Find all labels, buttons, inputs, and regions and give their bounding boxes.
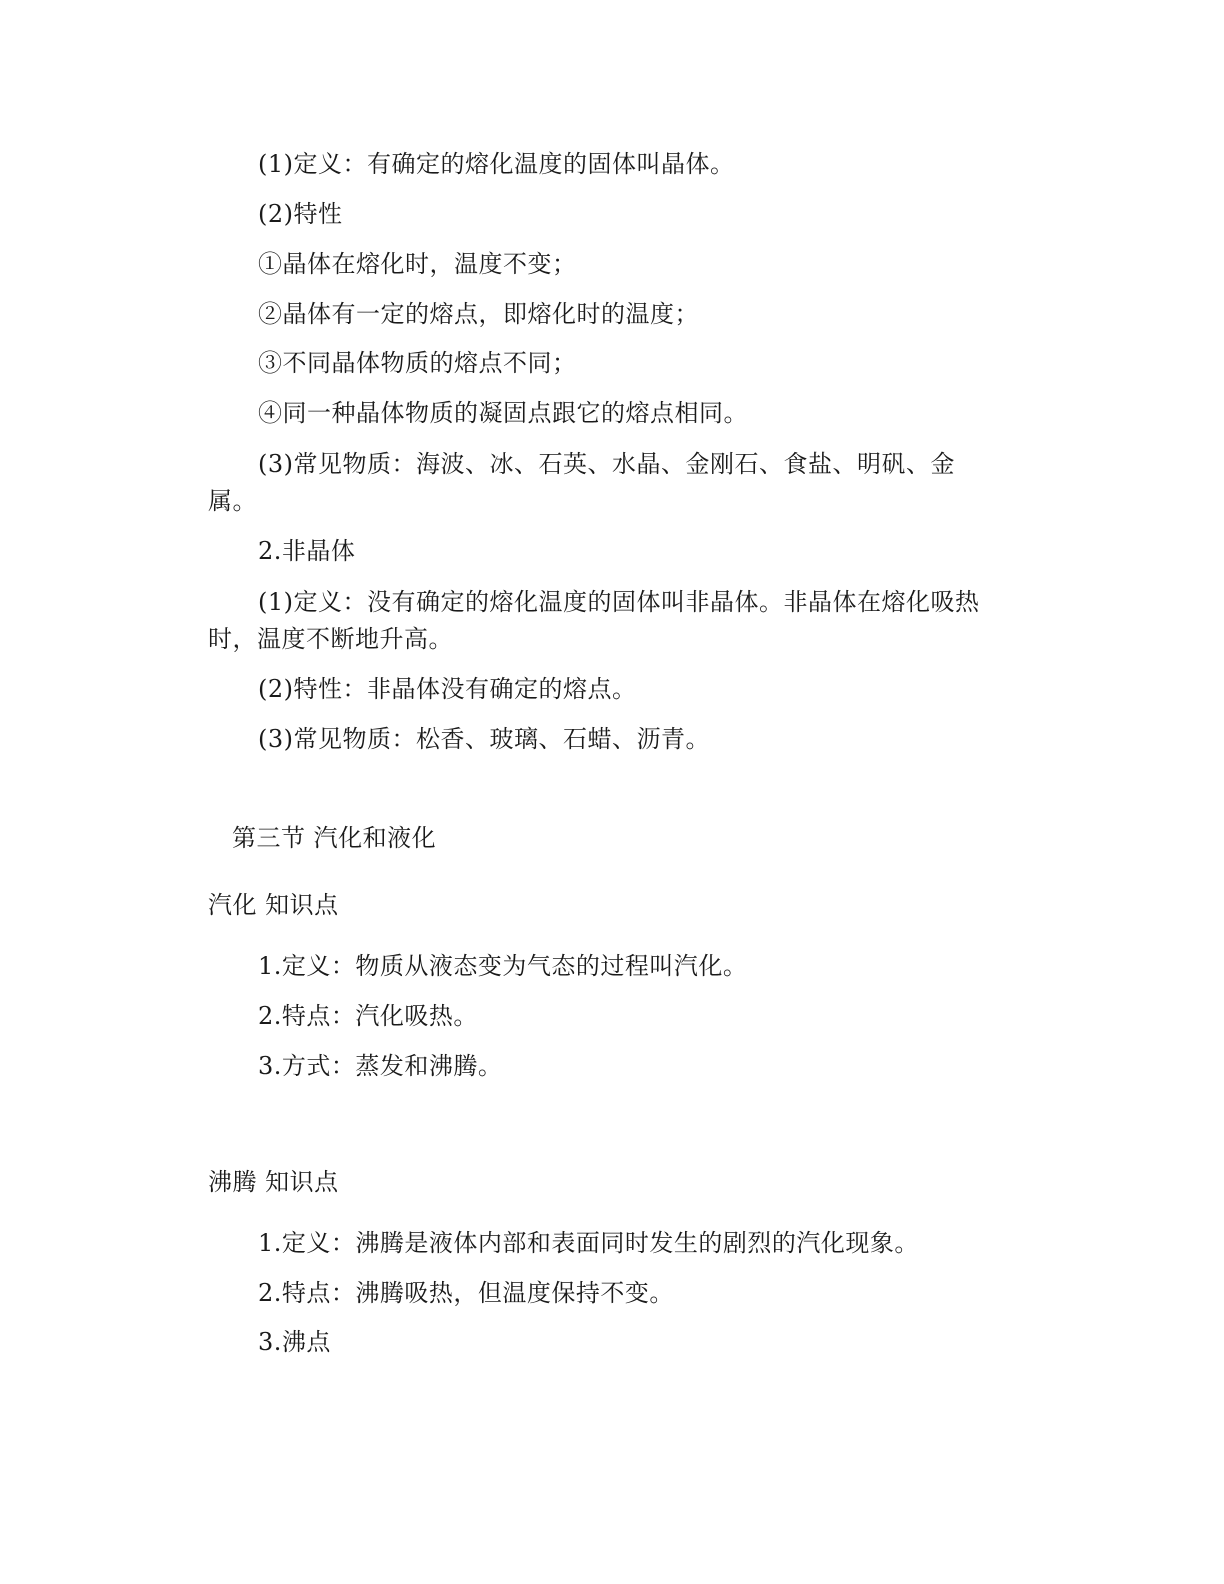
vaporization-item-3: 3.方式：蒸发和沸腾。 [258, 1052, 503, 1080]
amorphous-heading: 2.非晶体 [258, 537, 356, 565]
crystal-common-line-1: (3)常见物质：海波、冰、石英、水晶、金刚石、食盐、明矾、金 [258, 450, 955, 478]
boiling-item-1: 1.定义：沸腾是液体内部和表面同时发生的剧烈的汽化现象。 [258, 1229, 919, 1257]
boiling-item-2: 2.特点：沸腾吸热，但温度保持不变。 [258, 1279, 674, 1307]
crystal-properties-heading: (2)特性 [258, 200, 343, 228]
boiling-heading: 沸腾 知识点 [208, 1168, 339, 1196]
amorphous-common: (3)常见物质：松香、玻璃、石蜡、沥青。 [258, 725, 710, 753]
crystal-property-2: ②晶体有一定的熔点，即熔化时的温度； [258, 300, 699, 328]
boiling-item-3: 3.沸点 [258, 1328, 331, 1356]
amorphous-definition-line-1: (1)定义：没有确定的熔化温度的固体叫非晶体。非晶体在熔化吸热 [258, 588, 980, 616]
crystal-property-4: ④同一种晶体物质的凝固点跟它的熔点相同。 [258, 399, 748, 427]
vaporization-item-1: 1.定义：物质从液态变为气态的过程叫汽化。 [258, 952, 748, 980]
amorphous-property: (2)特性：非晶体没有确定的熔点。 [258, 675, 637, 703]
crystal-common-line-2: 属。 [208, 487, 257, 515]
section-title: 第三节 汽化和液化 [232, 824, 437, 852]
vaporization-item-2: 2.特点：汽化吸热。 [258, 1002, 478, 1030]
amorphous-definition-line-2: 时，温度不断地升高。 [208, 625, 453, 653]
crystal-property-3: ③不同晶体物质的熔点不同； [258, 349, 577, 377]
vaporization-heading: 汽化 知识点 [208, 891, 339, 919]
crystal-definition: (1)定义：有确定的熔化温度的固体叫晶体。 [258, 150, 735, 178]
crystal-property-1: ①晶体在熔化时，温度不变； [258, 250, 577, 278]
